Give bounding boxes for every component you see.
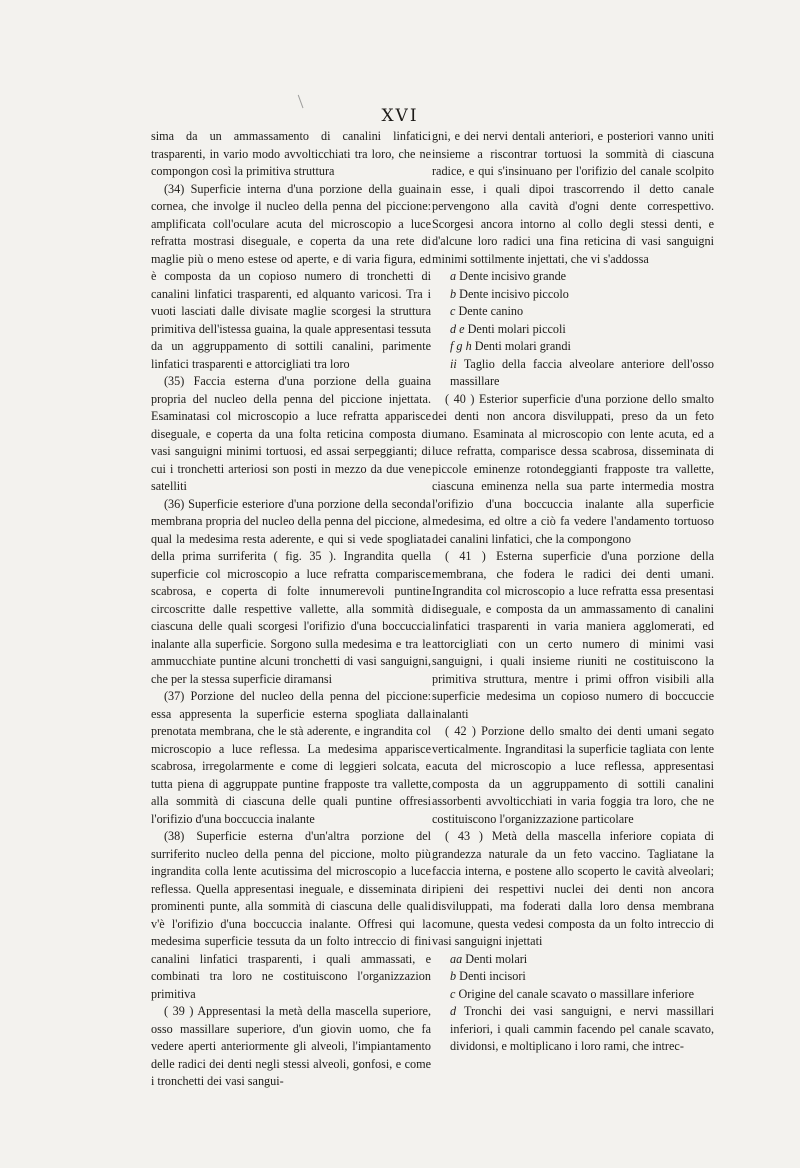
legend-text: Origine del canale scavato o massillare inferiore: [458, 986, 694, 1001]
legend-text: Taglio della faccia alveolare anteriore dell'osso massillare: [450, 356, 714, 388]
legend-text: Tronchi dei vasi sanguigni, e nervi massillari inferiori, i quali cammin facendo pel canale scavato, dividonsi, e moltiplicano i loro rami, che intrec-: [450, 1004, 715, 1053]
left-paragraph-37: (37) Porzione del nucleo della penna del piccione: essa appresenta la superficie esterna spogliata dalla prenotata membrana, che le stà aderente, e ingrandita col microscopio a luce reflessa. La medesima apparisce scabrosa, irregolarmente e come di leggieri solcata, e tutta piena di aggruppate puntine frapposte tra vallette, alla sommità di ciascuna delle quali puntine offresi l'orifizio d'una boccuccia inalante: [151, 689, 431, 826]
right-paragraph-42: ( 42 ) Porzione dello smalto dei denti umani segato verticalmente. Ingranditasi la superficie tagliata con lente acuta del microscopio a luce reflessa, appresentasi composta da un aggruppamento di sottili canalini assorbenti avvolticchiati in varia foggia tra loro, che ne costituiscono l'organizzazione particolare: [432, 724, 714, 826]
left-paragraph-39: ( 39 ) Appresentasi la metà della mascella superiore, osso massillare superiore, d'un giovin uomo, che fa vedere aperti anteriormente gli alveoli, l'impiantamento delle radici dei denti negli stessi alveoli, gonfosi, e come i tronchetti dei vasi sangui-: [151, 1004, 431, 1088]
legend-item: [432, 1003, 714, 1056]
legend-label: c: [450, 986, 456, 1001]
left-paragraph-0: sima da un ammassamento di canalini linfatici trasparenti, in vario modo avvolticchiati tra loro, che ne compongon così la primitiva struttura: [151, 129, 431, 178]
legend-text: Denti molari grandi: [474, 339, 571, 353]
legend-text: Dente incisivo piccolo: [459, 286, 569, 301]
legend-item: [432, 321, 714, 339]
legend-item: [432, 951, 714, 969]
right-column: [432, 128, 714, 1056]
page-number: XVI: [381, 106, 419, 126]
legend-text: Dente canino: [458, 304, 524, 318]
left-column: [151, 128, 431, 1091]
legend-item: [432, 986, 714, 1004]
left-paragraph-35: (35) Faccia esterna d'una porzione della guaina propria del nucleo della penna del piccione injettata. Esaminatasi col microscopio a luce refratta apparisce diseguale, e coperta da una folta reticina composta di vasi sanguigni minimi tortuosi, ed assai serpeggianti; di cui i tronchetti arteriosi son posti in mezzo da due vene satelliti: [151, 374, 431, 493]
legend-label: a: [450, 269, 457, 283]
legend-label: d: [450, 1004, 457, 1018]
jaw-legend: [432, 951, 714, 1056]
legend-text: Denti molari: [465, 951, 528, 966]
teeth-legend: [432, 268, 714, 391]
legend-label: b: [450, 286, 457, 301]
legend-text: Denti molari piccoli: [467, 321, 566, 336]
left-paragraph-38: (38) Superficie esterna d'un'altra porzione del surriferito nucleo della penna del piccione, molto più ingrandita colla lente acutissima del microscopio a luce reflessa. Quella appresentasi ineguale, e disseminata di prominenti punte, alla sommità di ciascuna delle quali v'è l'orifizio d'una boccuccia inalante. Offresi qui la medesima superficie tessuta da un folto intreccio di fini canalini linfatici trasparenti, i quali ammassati, e combinati tra loro ne costituiscono l'organizzazion primitiva: [151, 829, 431, 1001]
legend-item: [432, 303, 714, 321]
legend-item: [432, 356, 714, 391]
legend-label: d e: [450, 321, 465, 336]
legend-label: f g h: [450, 339, 472, 353]
legend-label: b: [450, 969, 457, 983]
left-paragraph-34: (34) Superficie interna d'una porzione della guaina cornea, che involge il nucleo della penna del piccione: amplificata coll'oculare acuta del microscopio a luce refratta mostrasi diseguale, e coperta da una rete di maglie più o meno estese od aperte, e di varia figura, ed è composta da un copioso numero di tronchetti di canalini linfatici trasparenti, ed alquanto varicosi. Tra i vuoti lasciati dalle divisate maglie scorgesi la struttura primitiva dell'istessa guaina, la quale appresentasi tessuta da un aggruppamento di sottili canalini, parimente linfatici trasparenti e attorcigliati tra loro: [151, 181, 431, 371]
right-paragraph-43: ( 43 ) Metà della mascella inferiore copiata di grandezza naturale da un feto vaccino. Tagliatane la faccia interna, e postene allo scoperto le cavità alveolari; ripieni dei respettivi nuclei dei denti non ancora disviluppati, ma foderati dalla loro densa membrana comune, questa vedesi composta da un folto intreccio di vasi sanguigni injettati: [432, 829, 714, 948]
legend-text: Dente incisivo grande: [459, 269, 567, 283]
legend-text: Denti incisori: [459, 969, 526, 983]
legend-item: [432, 338, 714, 356]
right-paragraph-41: ( 41 ) Esterna superficie d'una porzione della membrana, che fodera le radici dei denti umani. Ingrandita col microscopio a luce refratta essa presentasi diseguale, e composta da un ammassamento di canalini linfatici trasparenti in varia maniera agglomerati, ed attorcigliati con un certo numero di minimi vasi sanguigni, i quali insieme riuniti ne costituiscono la primitiva struttura, mentre i primi offron visibili alla superficie medesima un copioso numero di boccuccie inalanti: [432, 549, 714, 721]
legend-item: [432, 968, 714, 986]
legend-item: [432, 268, 714, 286]
legend-label: aa: [450, 951, 463, 966]
legend-label: c: [450, 304, 456, 318]
right-paragraph-40: ( 40 ) Esterior superficie d'una porzione dello smalto dei denti non ancora disviluppati, preso da un feto umano. Esaminata al microscopio con lente acuta, ed a luce refratta, comparisce dessa scabrosa, disseminata di piccole eminenze rotondeggianti frapposte tra vallette, ciascuna eminenza nella sua parte intermedia mostra l'orifizio d'una boccuccia inalante alla superficie medesima, ed oltre a ciò fa vedere l'andamento tortuoso dei canalini linfatici, che la compongono: [432, 391, 714, 546]
left-paragraph-36: (36) Superficie esteriore d'una porzione della seconda membrana propria del nucleo della penna del piccione, al qual la medesima resta aderente, e qui si vede spogliata della prima surriferita ( fig. 35 ). Ingrandita quella superficie col microscopio a luce refratta comparisce scabrosa, e coperta di folte innumerevoli puntine circoscritte dalle respettive vallette, alla sommità di ciascuna delle quali scorgesi l'orifizio d'una boccuccia inalante alla superficie. Sorgono sulla medesima e tra le ammucchiate puntine alcuni tronchetti di vasi sanguigni, che per la stessa superficie diramansi: [151, 496, 431, 686]
legend-item: [432, 286, 714, 304]
right-paragraph-intro: gni, e dei nervi dentali anteriori, e posteriori vanno uniti insieme a riscontrar tortuosi la sommità di ciascuna radice, e qui s'insinuano per l'orifizio del canale scolpito in esse, i quali dipoi trascorrendo il detto canale pervengono alla cavità d'ogni dente correspettivo. Scorgesi ancora intorno al collo degli stessi denti, e d'alcune loro radici una fina reticina di vasi sanguigni minimi sottilmente injettati, che vi s'addossa: [432, 129, 714, 266]
legend-label: ii: [450, 356, 457, 371]
